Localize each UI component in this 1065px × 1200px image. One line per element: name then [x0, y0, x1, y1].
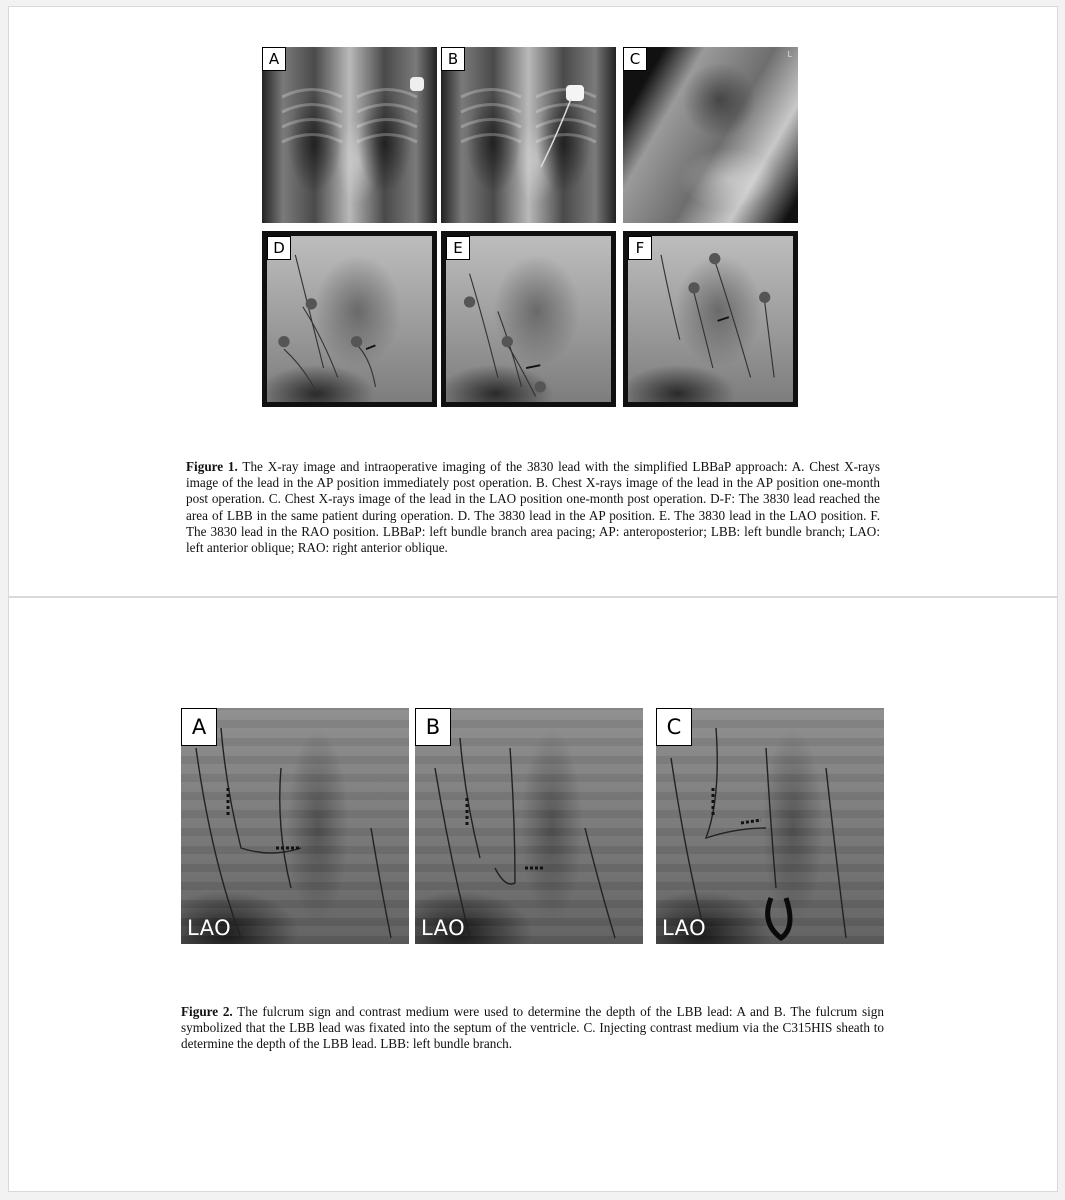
- caption-title: Figure 2.: [181, 1004, 233, 1019]
- panel-label: D: [267, 236, 291, 260]
- figure1-panel-d: [262, 231, 437, 407]
- panel-label: F: [628, 236, 652, 260]
- caption-title: Figure 1.: [186, 459, 238, 474]
- caption-text: The X-ray image and intraoperative imaging of the 3830 lead with the simplified LBBaP approach: A. Chest X-rays image of the lead in the AP position immediately post operation. B. Chest X-rays image of the lead in the AP position one-month post operation. C. Chest X-rays image of the lead in the LAO position one-month post operation. D-F: The 3830 lead reached the area of LBB in the same patient during operation. D. The 3830 lead in the AP position. E. The 3830 lead in the LAO position. F. The 3830 lead in the RAO position. LBBaP: left bundle branch area pacing; AP: anteroposterior; LBB: left bundle branch; LAO: left anterior oblique; RAO: right anterior oblique.: [186, 459, 880, 556]
- figure1-panel-b: [441, 47, 616, 223]
- figure1-panel-a: [262, 47, 437, 223]
- leads-graphic: [446, 236, 611, 402]
- leads-graphic: [267, 236, 432, 402]
- figure1-panel-f: [623, 231, 798, 407]
- panel-label: C: [623, 47, 647, 71]
- page-2: [8, 597, 1058, 1192]
- figure2-panel-b: [415, 708, 643, 944]
- caption-text: The fulcrum sign and contrast medium were used to determine the depth of the LBB lead: A and B. The fulcrum sign symbolized that the LBB lead was fixated into the septum of the ventricle. C. Injecting contrast medium via the C315HIS sheath to determine the depth of the LBB lead. LBB: left bundle branch.: [181, 1004, 884, 1052]
- figure1-panel-c: [623, 47, 798, 223]
- marker-letter: L: [787, 50, 792, 59]
- pacemaker-device: [410, 77, 424, 91]
- figure2-caption: [181, 1004, 884, 1053]
- view-label: LAO: [421, 916, 466, 940]
- panel-label: C: [656, 708, 692, 746]
- figure2-panel-a: [181, 708, 409, 944]
- figure1-panel-e: [441, 231, 616, 407]
- page-1: [8, 6, 1058, 597]
- leads-graphic: [628, 236, 793, 402]
- panel-label: E: [446, 236, 470, 260]
- ribs-graphic: [262, 47, 437, 223]
- view-label: LAO: [662, 916, 707, 940]
- ribs-graphic: [441, 47, 616, 223]
- figure2-panel-c: [656, 708, 884, 944]
- panel-label: B: [415, 708, 451, 746]
- panel-label: A: [181, 708, 217, 746]
- panel-label: A: [262, 47, 286, 71]
- view-label: LAO: [187, 916, 232, 940]
- pacemaker-device: [566, 85, 584, 101]
- panel-label: B: [441, 47, 465, 71]
- figure1-caption: [186, 459, 880, 556]
